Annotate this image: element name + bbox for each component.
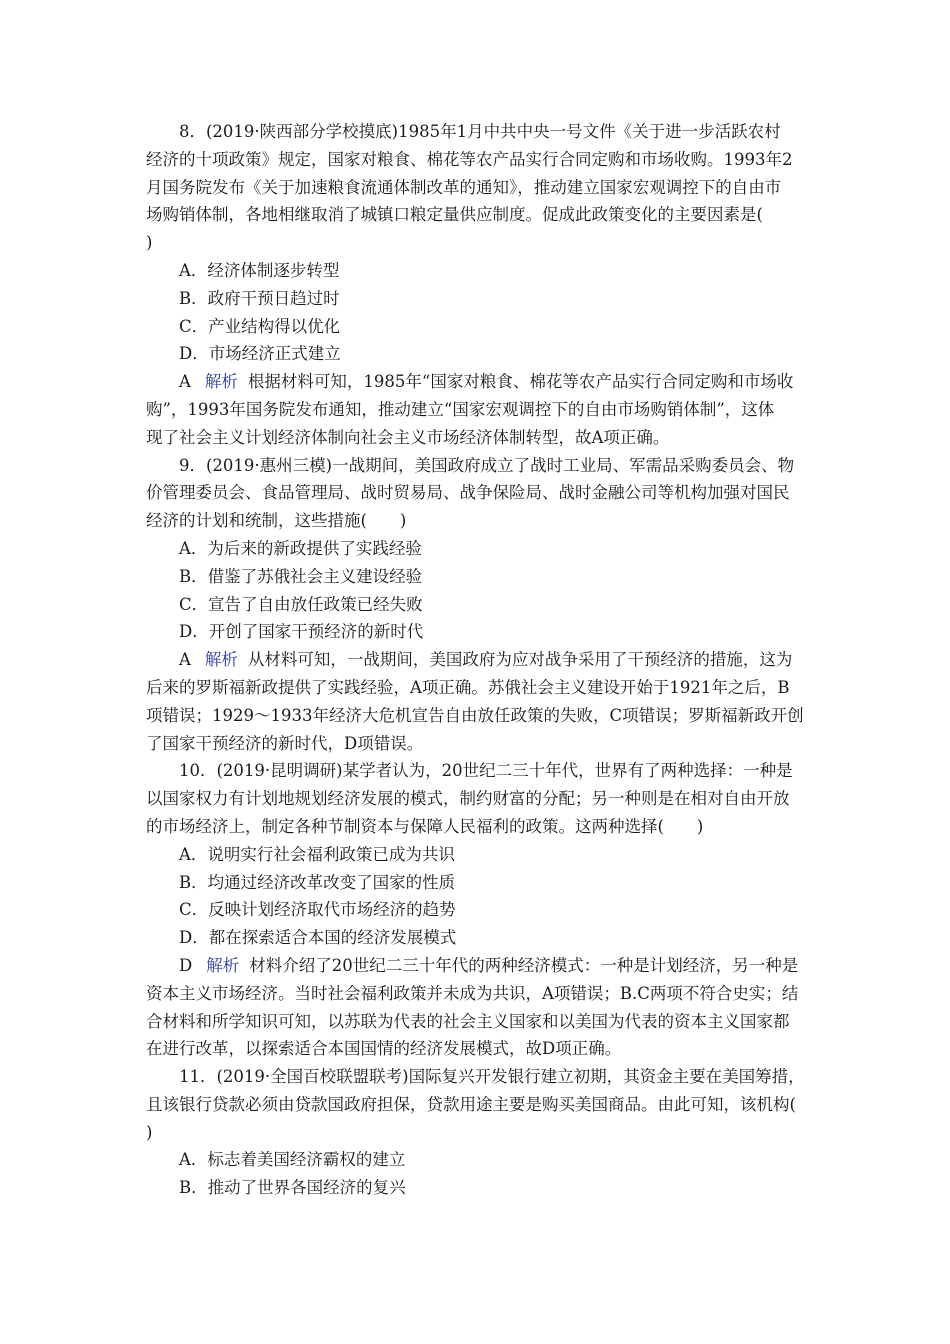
answer-option: C．产业结构得以优化 — [179, 316, 341, 336]
analysis-text: 材料介绍了20世纪二三十年代的两种经济模式：一种是计划经济，另一种是 — [249, 955, 799, 975]
analysis-line: 合材料和所学知识可知，以苏联为代表的社会主义国家和以美国为代表的资本主义国家都 — [146, 1011, 790, 1031]
question-stem-line: 场购销体制，各地相继取消了城镇口粮定量供应制度。促成此政策变化的主要因素是( — [146, 205, 763, 225]
answer-option: C．宣告了自由放任政策已经失败 — [179, 594, 423, 614]
question-block — [146, 757, 810, 1063]
question-stem-line: 价管理委员会、食品管理局、战时贸易局、战争保险局、战时金融公司等机构加强对国民 — [146, 483, 790, 503]
analysis-label: 解析 — [206, 955, 240, 975]
answer-option: D．开创了国家干预经济的新时代 — [179, 622, 424, 642]
analysis-first-line — [146, 952, 810, 980]
question-block — [146, 1063, 810, 1202]
analysis-line: 在进行改革，以探索适合本国国情的经济发展模式，故D项正确。 — [146, 1039, 622, 1059]
analysis-line: 后来的罗斯福新政提供了实践经验，A项正确。苏俄社会主义建设开始于1921年之后，B — [146, 677, 790, 697]
question-stem-line: 10．(2019·昆明调研)某学者认为，20世纪二三十年代，世界有了两种选择：一种是 — [179, 761, 793, 781]
analysis-first-line — [146, 646, 810, 674]
answer-option: D．都在探索适合本国的经济发展模式 — [179, 928, 457, 948]
analysis-line: 项错误；1929～1933年经济大危机宣告自由放任政策的失败，C项错误；罗斯福新政开创 — [146, 705, 804, 725]
question-block — [146, 452, 810, 758]
question-stem-line: 以国家权力有计划地规划经济发展的模式，制约财富的分配；另一种则是在相对自由开放 — [146, 789, 790, 809]
answer-option: B．政府干预日趋过时 — [179, 288, 340, 308]
question-stem-line: 11．(2019·全国百校联盟联考)国际复兴开发银行建立初期，其资金主要在美国筹措， — [179, 1067, 805, 1087]
answer-option: A．标志着美国经济霸权的建立 — [179, 1150, 406, 1170]
question-list — [146, 118, 810, 1202]
answer-letter: D — [179, 955, 193, 975]
analysis-label: 解析 — [204, 650, 238, 670]
analysis-text: 根据材料可知，1985年“国家对粮食、棉花等农产品实行合同定购和市场收 — [247, 372, 794, 392]
analysis-line: 了国家干预经济的新时代，D项错误。 — [146, 733, 424, 753]
question-stem-line: 经济的计划和统制，这些措施( ) — [146, 511, 407, 531]
answer-option: B．借鉴了苏俄社会主义建设经验 — [179, 566, 423, 586]
question-stem-line: 8．(2019·陕西部分学校摸底)1985年1月中共中央一号文件《关于进一步活跃农村 — [179, 122, 781, 141]
analysis-line: 资本主义市场经济。当时社会福利政策并未成为共识，A项错误；B.C两项不符合史实；结 — [146, 983, 799, 1003]
analysis-first-line — [146, 368, 810, 396]
question-stem-line: 且该银行贷款必须由贷款国政府担保，贷款用途主要是购买美国商品。由此可知，该机构( — [146, 1094, 796, 1114]
question-stem-line: 月国务院发布《关于加速粮食流通体制改革的通知》，推动建立国家宏观调控下的自由市 — [146, 177, 782, 197]
question-stem-line: 的市场经济上，制定各种节制资本与保障人民福利的政策。这两种选择( ) — [146, 816, 704, 836]
analysis-line: 现了社会主义计划经济体制向社会主义市场经济体制转型，故A项正确。 — [146, 427, 670, 447]
answer-option: A．为后来的新政提供了实践经验 — [179, 538, 422, 558]
answer-option: B．均通过经济改革改变了国家的性质 — [179, 872, 456, 892]
answer-letter: A — [179, 650, 191, 670]
question-stem-line: 经济的十项政策》规定，国家对粮食、棉花等农产品实行合同定购和市场收购。1993年2 — [146, 149, 793, 169]
answer-option: C．反映计划经济取代市场经济的趋势 — [179, 900, 456, 920]
question-stem-line: ) — [146, 233, 153, 253]
answer-option: D．市场经济正式建立 — [179, 344, 341, 364]
analysis-line: 购”，1993年国务院发布通知，推动建立“国家宏观调控下的自由市场购销体制”，这体 — [146, 399, 775, 419]
question-block — [146, 118, 810, 452]
answer-option: B．推动了世界各国经济的复兴 — [179, 1178, 406, 1198]
question-stem-line: ) — [146, 1122, 153, 1142]
question-stem-line: 9．(2019·惠州三模)一战期间，美国政府成立了战时工业局、军需品采购委员会、物 — [179, 455, 795, 475]
analysis-text: 从材料可知，一战期间，美国政府为应对战争采用了干预经济的措施，这为 — [247, 650, 793, 670]
answer-option: A．经济体制逐步转型 — [179, 260, 340, 280]
analysis-label: 解析 — [204, 372, 238, 392]
answer-letter: A — [179, 372, 191, 392]
answer-option: A．说明实行社会福利政策已成为共识 — [179, 844, 455, 864]
